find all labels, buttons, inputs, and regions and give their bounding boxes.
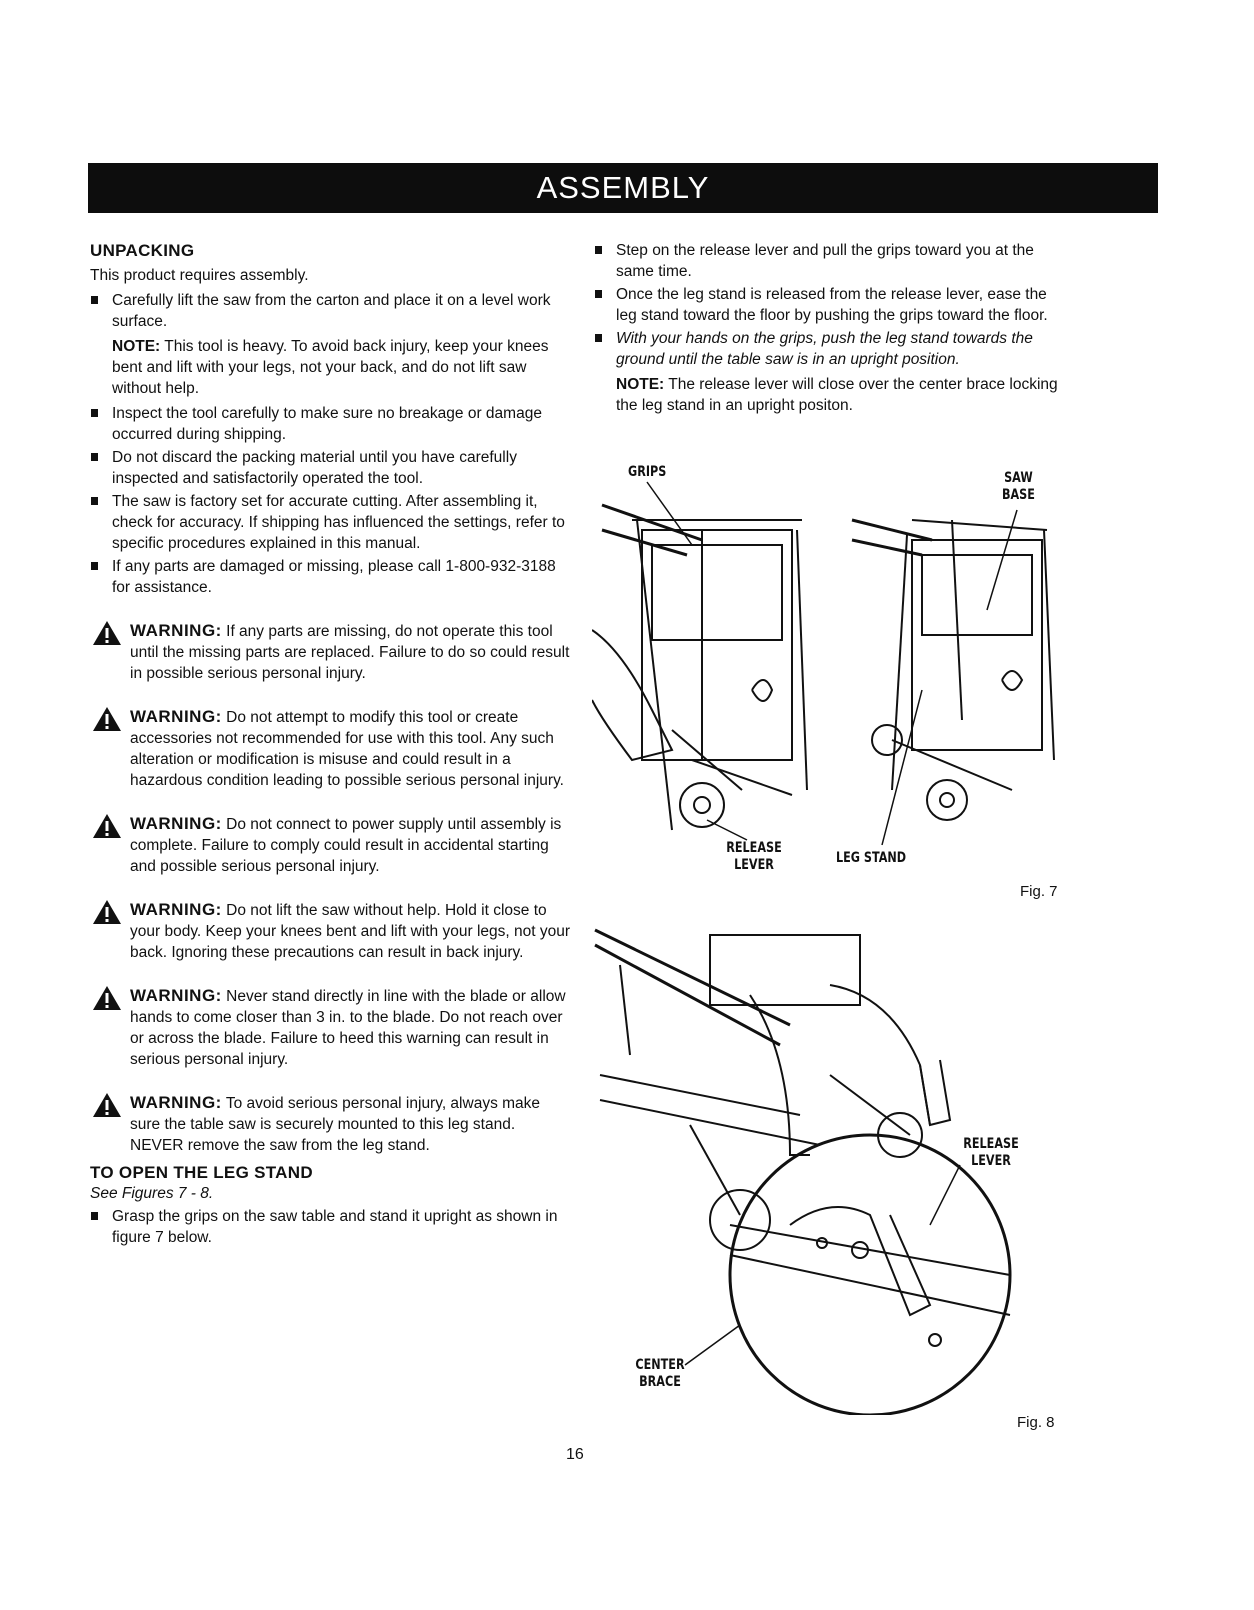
warning-text: Do not lift the saw without help. Hold it close to your body. Keep your knees bent and lift with your legs, not your back. Ignoring these precautions can result in back injury. bbox=[130, 902, 570, 961]
warning-label: WARNING: bbox=[130, 814, 222, 833]
left-column bbox=[90, 240, 570, 1250]
warning-label: WARNING: bbox=[130, 707, 222, 726]
warning-block bbox=[90, 706, 570, 791]
unpacking-note bbox=[90, 336, 570, 399]
section-title: ASSEMBLY bbox=[536, 170, 710, 205]
warning-icon bbox=[92, 620, 122, 646]
open-stand-bullet: With your hands on the grips, push the leg stand towards the ground until the table saw is in an upright position. bbox=[594, 328, 1070, 370]
note-label: NOTE: bbox=[616, 376, 665, 393]
warning-label: WARNING: bbox=[130, 900, 222, 919]
figure-8-illustration bbox=[590, 925, 1060, 1415]
fig8-saw-assembly bbox=[595, 930, 950, 1250]
unpacking-bullet: If any parts are damaged or missing, please call 1-800-932-3188 for assistance. bbox=[90, 556, 570, 598]
warning-block bbox=[90, 1092, 570, 1156]
fig7-right-stand bbox=[852, 520, 1054, 820]
unpacking-intro: This product requires assembly. bbox=[90, 267, 309, 284]
fig7-release-lever-label: RELEASE LEVER bbox=[726, 840, 782, 873]
note-text: This tool is heavy. To avoid back injury, keep your knees bent and lift with your legs, not your back, and do not lift saw without help. bbox=[112, 338, 549, 397]
fig8-detail-circle bbox=[730, 1135, 1010, 1415]
open-stand-see: See Figures 7 - 8. bbox=[90, 1185, 214, 1202]
page-number: 16 bbox=[566, 1446, 584, 1463]
warning-text: If any parts are missing, do not operate this tool until the missing parts are replaced. Failure to do so could result in possible serious personal injury. bbox=[130, 623, 570, 682]
warning-label: WARNING: bbox=[130, 986, 222, 1005]
open-stand-bullet: Step on the release lever and pull the grips toward you at the same time. bbox=[594, 240, 1070, 282]
fig8-center-brace-label: CENTER BRACE bbox=[635, 1357, 685, 1390]
warning-icon bbox=[92, 706, 122, 732]
warning-text: To avoid serious personal injury, always make sure the table saw is securely mounted to this leg stand. NEVER remove the saw from the leg stand. bbox=[130, 1095, 541, 1154]
right-column bbox=[594, 240, 1070, 420]
figure-7-illustration bbox=[592, 460, 1072, 850]
warning-block bbox=[90, 620, 570, 684]
unpacking-bullet: Do not discard the packing material until you have carefully inspected and satisfactorily operated the tool. bbox=[90, 447, 570, 489]
warning-icon bbox=[92, 813, 122, 839]
fig8-release-lever-label: RELEASE LEVER bbox=[963, 1136, 1019, 1169]
fig7-leg-stand-label: LEG STAND bbox=[836, 850, 907, 866]
warning-icon bbox=[92, 899, 122, 925]
open-stand-heading: TO OPEN THE LEG STAND bbox=[90, 1163, 313, 1182]
note-text: The release lever will close over the center brace locking the leg stand in an upright positon. bbox=[616, 376, 1058, 414]
warning-block bbox=[90, 813, 570, 877]
unpacking-bullet: Carefully lift the saw from the carton and place it on a level work surface. bbox=[90, 290, 570, 332]
fig7-grips-label: GRIPS bbox=[628, 464, 667, 480]
warning-block bbox=[90, 899, 570, 963]
unpacking-bullet: Inspect the tool carefully to make sure no breakage or damage occurred during shipping. bbox=[90, 403, 570, 445]
warning-block bbox=[90, 985, 570, 1070]
note-label: NOTE: bbox=[112, 338, 161, 355]
fig7-saw-base-label: SAW BASE bbox=[1001, 470, 1035, 503]
open-stand-bullet: Grasp the grips on the saw table and stand it upright as shown in figure 7 below. bbox=[90, 1206, 570, 1248]
unpacking-heading: UNPACKING bbox=[90, 241, 195, 260]
fig7-left-stand bbox=[592, 505, 807, 830]
unpacking-bullet: The saw is factory set for accurate cutting. After assembling it, check for accuracy. If shipping has influenced the settings, refer to specific procedures explained in this manual. bbox=[90, 491, 570, 554]
fig7-caption: Fig. 7 bbox=[1020, 883, 1058, 900]
warning-icon bbox=[92, 1092, 122, 1118]
open-stand-bullet: Once the leg stand is released from the release lever, ease the leg stand toward the floor by pushing the grips toward the floor. bbox=[594, 284, 1070, 326]
warning-text: Do not connect to power supply until assembly is complete. Failure to comply could result in accidental starting and possible serious personal injury. bbox=[130, 816, 562, 875]
warning-icon bbox=[92, 985, 122, 1011]
warning-label: WARNING: bbox=[130, 1093, 222, 1112]
warning-text: Never stand directly in line with the blade or allow hands to come closer than 3 in. to the blade. Do not reach over or across the blade. Failure to heed this warning can result in serious personal injury. bbox=[130, 988, 566, 1068]
fig8-caption: Fig. 8 bbox=[1017, 1414, 1055, 1431]
section-title-banner bbox=[88, 163, 1158, 213]
warning-label: WARNING: bbox=[130, 621, 222, 640]
warning-text: Do not attempt to modify this tool or create accessories not recommended for use with this tool. Any such alteration or modification is misuse and could result in a hazardous condition leading to possible serious personal injury. bbox=[130, 709, 564, 789]
open-stand-note bbox=[594, 374, 1070, 416]
